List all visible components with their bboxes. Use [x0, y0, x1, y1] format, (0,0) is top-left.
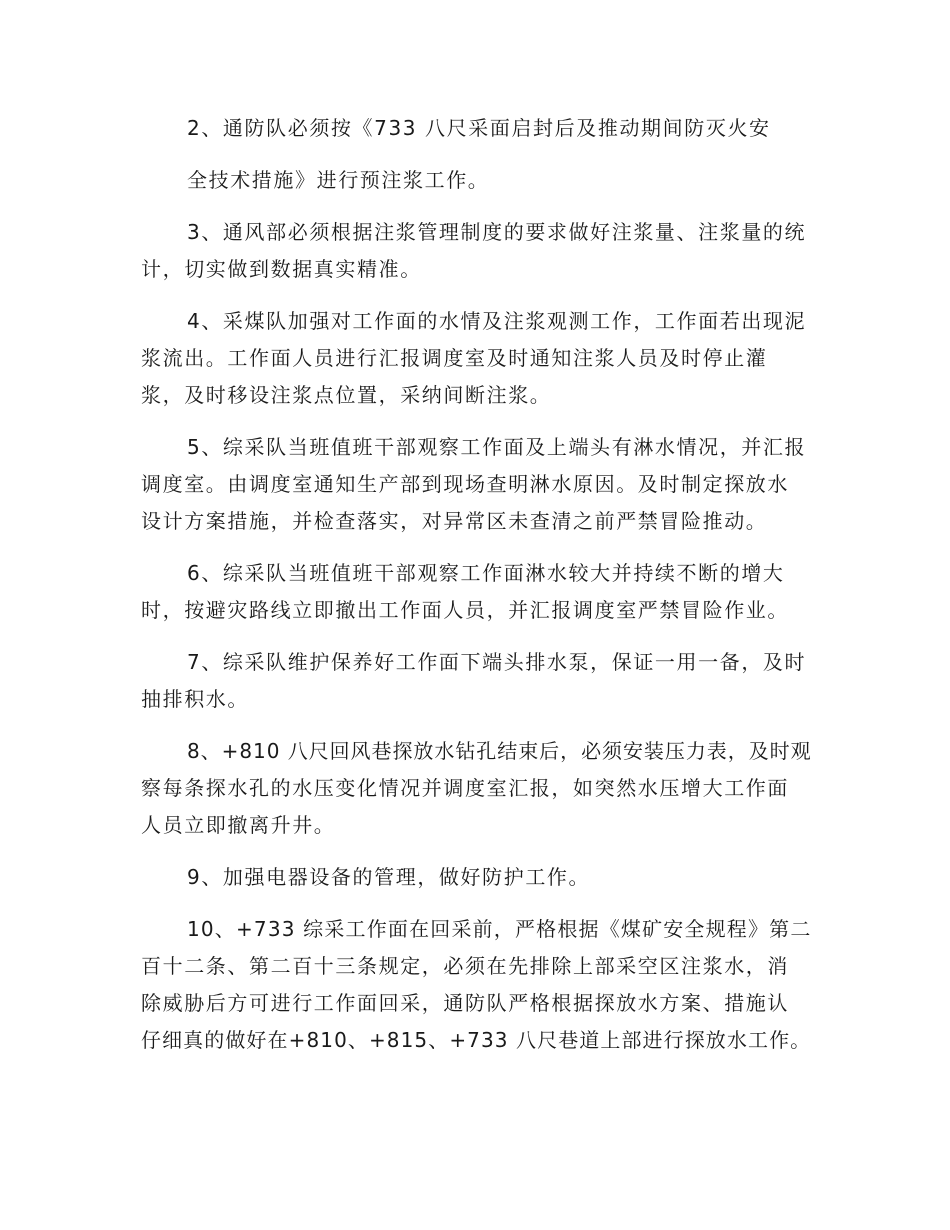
paragraph-3-line-2: 计，切实做到数据真实精准。 — [141, 257, 422, 281]
paragraph-7-line-1: 7、综采队维护保养好工作面下端头排水泵，保证一用一备，及时 — [187, 650, 807, 674]
paragraph-10-line-4: 仔细真的做好在+810、+815、+733 八尺巷道上部进行探放水工作。 — [141, 1028, 812, 1052]
paragraph-5-line-3: 设计方案措施，并检查落实，对异常区未查清之前严禁冒险推动。 — [141, 509, 768, 533]
paragraph-3-line-1: 3、通风部必须根据注浆管理制度的要求做好注浆量、注浆量的统 — [187, 220, 807, 244]
paragraph-8-line-2: 察每条探水孔的水压变化情况并调度室汇报，如突然水压增大工作面 — [141, 776, 789, 800]
paragraph-4-line-3: 浆，及时移设注浆点位置，采纳间断注浆。 — [141, 383, 552, 407]
paragraph-6-line-2: 时，按避灾路线立即撤出工作面人员，并汇报调度室严禁冒险作业。 — [141, 598, 789, 622]
paragraph-5-line-1: 5、综采队当班值班干部观察工作面及上端头有淋水情况，并汇报 — [187, 435, 807, 459]
paragraph-6-line-1: 6、综采队当班值班干部观察工作面淋水较大并持续不断的增大 — [187, 561, 785, 585]
paragraph-2-line-2: 全技术措施》进行预注浆工作。 — [187, 168, 490, 192]
paragraph-8-line-3: 人员立即撤离升井。 — [141, 813, 336, 837]
paragraph-10-line-1: 10、+733 综采工作面在回采前，严格根据《煤矿安全规程》第二 — [187, 917, 812, 941]
paragraph-10-line-3: 除威胁后方可进行工作面回采，通防队严格根据探放水方案、措施认 — [141, 991, 789, 1015]
paragraph-2-line-1: 2、通防队必须按《733 八尺采面启封后及推动期间防灭火安 — [187, 116, 771, 140]
paragraph-10-line-2: 百十二条、第二百十三条规定，必须在先排除上部采空区注浆水，消 — [141, 954, 789, 978]
paragraph-5-line-2: 调度室。由调度室通知生产部到现场查明淋水原因。及时制定探放水 — [141, 472, 789, 496]
paragraph-8-line-1: 8、+810 八尺回风巷探放水钻孔结束后，必须安装压力表，及时观 — [187, 739, 812, 763]
paragraph-9-line-1: 9、加强电器设备的管理，做好防护工作。 — [187, 865, 591, 889]
paragraph-4-line-2: 浆流出。工作面人员进行汇报调度室及时通知注浆人员及时停止灌 — [141, 346, 768, 370]
paragraph-4-line-1: 4、采煤队加强对工作面的水情及注浆观测工作，工作面若出现泥 — [187, 309, 807, 333]
paragraph-7-line-2: 抽排积水。 — [141, 687, 249, 711]
